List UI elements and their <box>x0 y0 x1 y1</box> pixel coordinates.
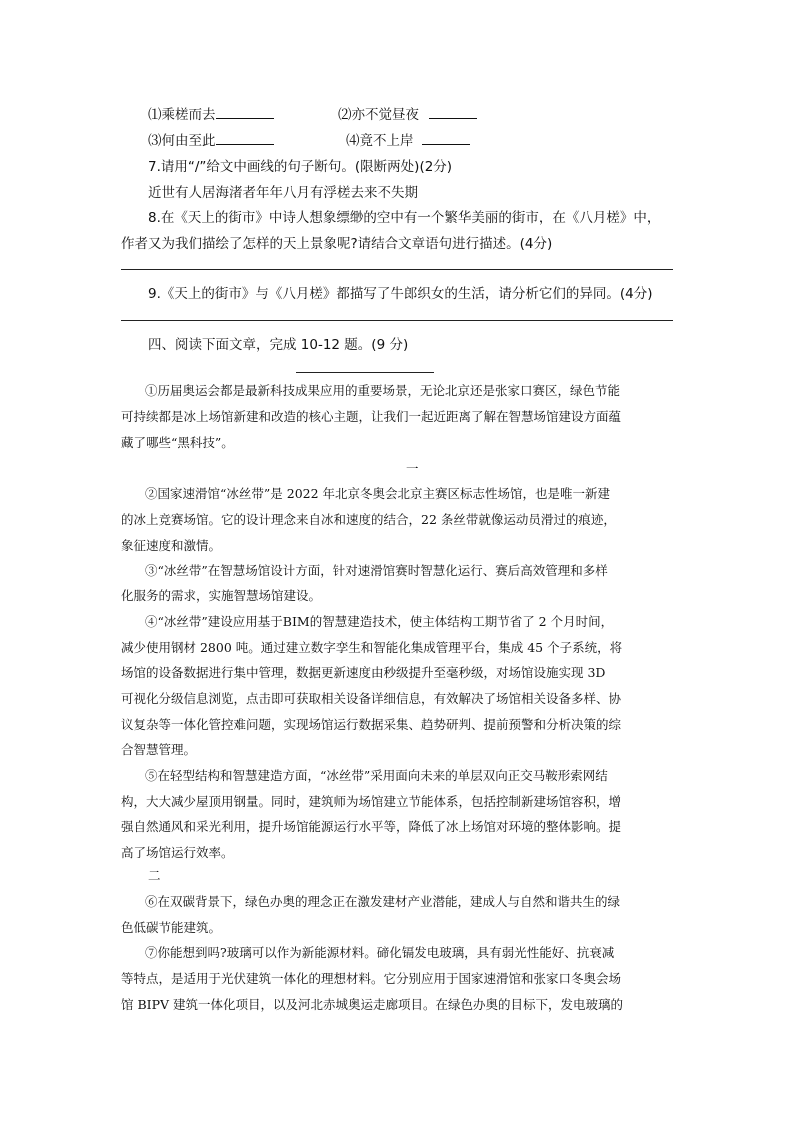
q-item-2-label: ⑵亦不觉昼夜 <box>338 107 419 123</box>
article-line: 合智慧管理。 <box>121 742 197 757</box>
q-item-4-label: ⑷竟不上岸 <box>346 133 414 149</box>
article-line: 可持续都是冰上场馆新建和改造的核心主题，让我们一起近距离了解在智慧场馆建设方面蕴 <box>121 409 622 424</box>
answer-line <box>121 269 673 270</box>
q7-sentence: 近世有人居海渚者年年八月有浮槎去来不失期 <box>148 185 418 201</box>
section-marker-1: 一 <box>406 461 419 476</box>
answer-blank <box>429 106 477 119</box>
q7-prompt: 7.请用“/”给文中画线的句子断句。(限断两处)(2分) <box>148 159 453 175</box>
article-line: ③“冰丝带”在智慧场馆设计方面，针对速滑馆赛时智慧化运行、赛后高效管理和多样 <box>145 563 608 578</box>
article-line: 可视化分级信息浏览，点击即可获取相关设备详细信息，有效解决了场馆相关设备多样、协 <box>121 691 622 706</box>
answer-line <box>121 320 673 321</box>
article-line: 高了场馆运行效率。 <box>121 845 234 860</box>
article-line: 强自然通风和采光利用，提升场馆能源运行水平等，降低了冰上场馆对环境的整体影响。提 <box>121 819 622 834</box>
q-item-3 <box>148 129 274 149</box>
title-underline <box>296 372 434 373</box>
answer-blank <box>422 132 470 145</box>
article-line: ①历届奥运会都是最新科技成果应用的重要场景，无论北京还是张家口赛区，绿色节能 <box>145 383 621 398</box>
article-line: 减少使用钢材 2800 吨。通过建立数字孪生和智能化集成管理平台，集成 45 个子系统，将 <box>121 640 623 655</box>
article-line: 场馆的设备数据进行集中管理，数据更新速度由秒级提升至毫秒级，对场馆设施实现 3D <box>121 665 606 680</box>
q-item-2 <box>338 103 477 123</box>
article-line: 馆 BIPV 建筑一体化项目，以及河北赤城奥运走廊项目。在绿色办奥的目标下，发电玻璃的 <box>121 997 624 1012</box>
q-item-4 <box>346 129 470 149</box>
article-line: 化服务的需求，实施智慧场馆建设。 <box>121 588 322 603</box>
q9-line-1: 9.《天上的街市》与《八月槎》都描写了牛郎织女的生活，请分析它们的异同。(4分) <box>148 286 653 302</box>
article-line: ⑥在双碳背景下，绿色办奥的理念正在激发建材产业潜能，建成人与自然和谐共生的绿 <box>145 894 621 909</box>
section-4-heading: 四、阅读下面文章，完成 10-12 题。(9 分) <box>148 337 409 353</box>
article-line: ④“冰丝带”建设应用基于BIM的智慧建造技术，使主体结构工期节省了 2 个月时间， <box>145 614 614 629</box>
article-line: 等特点，是适用于光伏建筑一体化的理想材料。它分别应用于国家速滑馆和张家口冬奥会场 <box>121 971 622 986</box>
q-item-1-label: ⑴乘槎而去 <box>148 107 216 123</box>
article-line: 象征速度和激情。 <box>121 538 222 553</box>
q-item-1 <box>148 103 274 123</box>
section-marker-2: 二 <box>148 868 161 883</box>
article-line: ②国家速滑馆“冰丝带”是 2022 年北京冬奥会北京主赛区标志性场馆，也是唯一新建 <box>145 486 611 501</box>
q-item-3-label: ⑶何由至此 <box>148 133 216 149</box>
article-line: ⑤在轻型结构和智慧建造方面，“冰丝带”采用面向未来的单层双向正交马鞍形索网结 <box>145 768 608 783</box>
answer-blank <box>216 132 274 145</box>
q8-line-2: 作者又为我们描绘了怎样的天上景象呢?请结合文章语句进行描述。(4分) <box>121 236 553 252</box>
answer-blank <box>216 106 274 119</box>
article-line: ⑦你能想到吗?玻璃可以作为新能源材料。碲化镉发电玻璃，具有弱光性能好、抗衰减 <box>145 945 615 960</box>
article-line: 构，大大减少屋顶用钢量。同时，建筑师为场馆建立节能体系，包括控制新建场馆容积，增 <box>121 794 622 809</box>
q8-line-1: 8.在《天上的街市》中诗人想象缥缈的空中有一个繁华美丽的街市，在《八月槎》中， <box>148 210 661 226</box>
article-line: 藏了哪些“黑科技”。 <box>121 435 234 450</box>
article-line: 议复杂等一体化管控难问题，实现场馆运行数据采集、趋势研判、提前预警和分析决策的综 <box>121 717 622 732</box>
article-line: 的冰上竞赛场馆。它的设计理念来自冰和速度的结合，22 条丝带就像运动员滑过的痕迹， <box>121 512 616 527</box>
article-line: 色低碳节能建筑。 <box>121 920 222 935</box>
